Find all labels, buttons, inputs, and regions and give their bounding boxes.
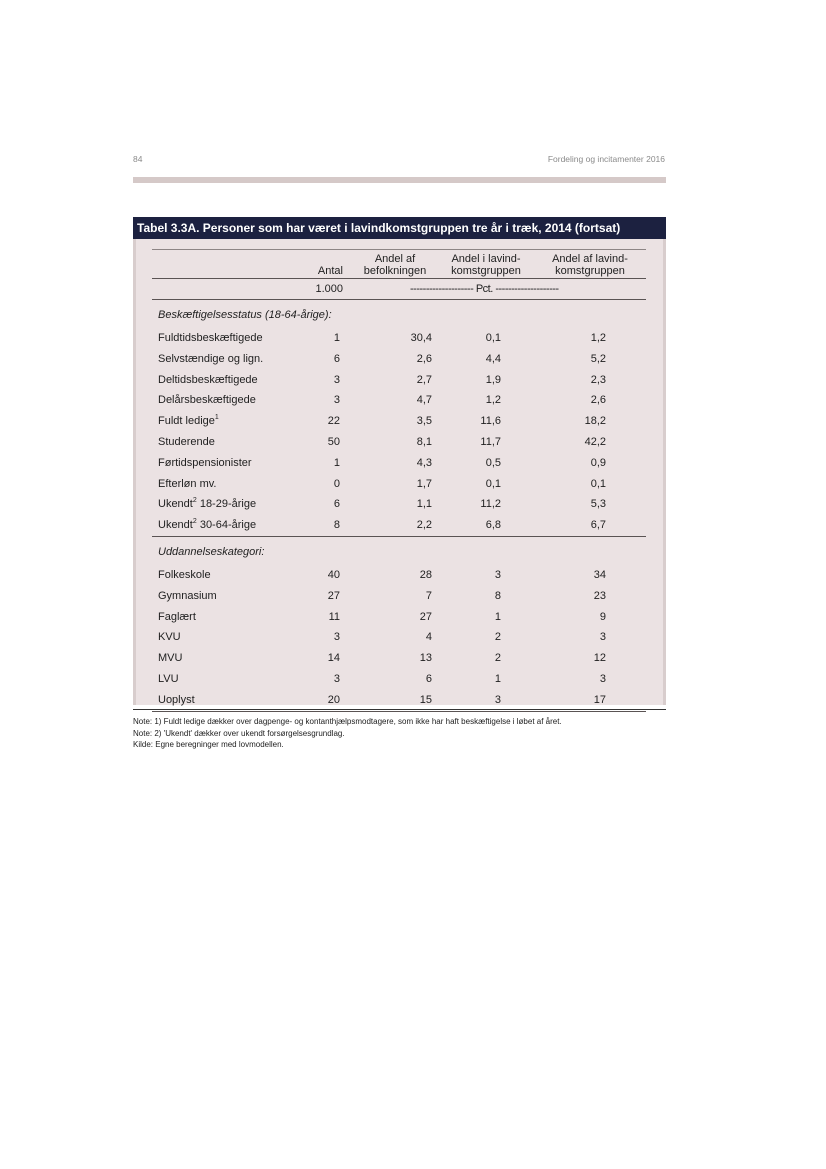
row-label	[158, 565, 211, 586]
unit-row	[152, 279, 646, 300]
footnote-marker: 2	[192, 497, 197, 505]
row-label	[158, 370, 258, 391]
cell-value: 3	[333, 631, 340, 644]
cell-value: 3	[599, 631, 606, 644]
cell-value: 13	[419, 652, 432, 665]
cell-value: 1,2	[485, 394, 501, 407]
cell-value: 22	[327, 415, 340, 428]
cell-value: 11	[328, 610, 340, 623]
footnote-marker: 2	[192, 518, 197, 526]
row-label-text: Ukendt	[158, 498, 193, 511]
col-header-line: komstgruppen	[555, 265, 625, 277]
cell-value: 4,4	[485, 352, 501, 365]
cell-value: 6	[333, 352, 340, 365]
table-row	[152, 586, 646, 607]
cell-value: 0,5	[485, 456, 501, 469]
cell-value: 15	[419, 693, 432, 706]
row-label-text: Folkeskole	[158, 568, 211, 581]
table-row	[152, 494, 646, 515]
col-header-andel-befolkning	[347, 253, 443, 277]
cell-value: 3	[333, 373, 340, 386]
cell-value: 1	[333, 456, 340, 469]
table-row	[152, 349, 646, 370]
cell-value: 3	[333, 672, 340, 685]
cell-value: 4	[425, 631, 432, 644]
row-label	[158, 515, 256, 536]
cell-value: 4,7	[416, 394, 432, 407]
cell-value: 2,7	[416, 373, 432, 386]
table-row	[152, 565, 646, 586]
row-label-suffix: 18-29-årige	[196, 498, 257, 511]
cell-value: 0,1	[590, 477, 606, 490]
table-row	[152, 607, 646, 628]
cell-value: 2,2	[416, 519, 432, 532]
cell-value: 11,2	[480, 498, 501, 511]
table-row	[152, 627, 646, 648]
col-header-line: komstgruppen	[451, 265, 521, 277]
cell-value: 1	[494, 610, 501, 623]
footnote-marker: 1	[214, 414, 219, 422]
row-label	[158, 494, 256, 515]
table-header	[152, 249, 646, 279]
cell-value: 28	[419, 568, 432, 581]
row-label	[158, 586, 217, 607]
table-title: Tabel 3.3A. Personer som har været i lavindkomstgruppen tre år i træk, 2014 (fortsat)	[133, 217, 666, 239]
row-label-text: Delårsbeskæftigede	[158, 394, 256, 407]
cell-value: 9	[599, 610, 606, 623]
cell-value: 42,2	[584, 435, 606, 448]
cell-value: 18,2	[584, 415, 606, 428]
col-header-andel-i-lavindkomst	[440, 253, 532, 277]
col-header-antal: Antal	[317, 265, 343, 277]
cell-value: 3	[494, 693, 501, 706]
data-table	[152, 249, 646, 712]
table-row	[152, 370, 646, 391]
cell-value: 1	[494, 672, 501, 685]
row-label	[158, 607, 196, 628]
running-title: Fordeling og incitamenter 2016	[547, 154, 665, 164]
cell-value: 50	[327, 435, 340, 448]
row-label	[158, 453, 252, 474]
col-header-line: befolkningen	[363, 265, 427, 277]
row-label-text: Førtidspensionister	[158, 456, 252, 469]
source-note: Kilde: Egne beregninger med lovmodellen.	[133, 740, 284, 749]
row-label-text: Selvstændige og lign.	[158, 352, 264, 365]
cell-value: 1,1	[416, 498, 432, 511]
cell-value: 30,4	[410, 332, 432, 344]
cell-value: 0,1	[485, 332, 501, 344]
row-label-text: Fuldtidsbeskæftigede	[158, 332, 263, 344]
cell-value: 2	[494, 652, 501, 665]
row-label-text: Faglært	[158, 610, 196, 623]
row-label	[158, 474, 216, 495]
cell-value: 1,9	[485, 373, 501, 386]
row-label	[158, 411, 219, 432]
row-label	[158, 627, 181, 648]
note-1: Note: 1) Fuldt ledige dækker over dagpenge- og kontanthjælpsmodtagere, som ikke har haft beskæftigelse i løbet af året.	[133, 717, 562, 726]
cell-value: 23	[593, 589, 606, 602]
row-label	[158, 328, 263, 349]
cell-value: 8	[333, 519, 340, 532]
table-row	[152, 390, 646, 411]
row-label-text: Uoplyst	[158, 693, 195, 706]
table-row	[152, 515, 646, 537]
cell-value: 27	[419, 610, 432, 623]
col-header-line: Andel i lavind-	[451, 253, 521, 265]
row-label	[158, 648, 182, 669]
cell-value: 0,9	[590, 456, 606, 469]
notes	[133, 716, 562, 751]
header-rule	[133, 177, 666, 183]
cell-value: 20	[327, 693, 340, 706]
cell-value: 11,6	[480, 415, 501, 428]
cell-value: 5,3	[590, 498, 606, 511]
table-row	[152, 648, 646, 669]
row-label-text: Ukendt	[158, 519, 193, 532]
cell-value: 12	[593, 652, 606, 665]
section-heading: Beskæftigelsesstatus (18-64-årige):	[158, 309, 332, 321]
note-2: Note: 2) 'Ukendt' dækker over ukendt forsørgelsesgrundlag.	[133, 728, 345, 738]
cell-value: 5,2	[590, 352, 606, 365]
cell-value: 6	[333, 498, 340, 511]
row-label-text: LVU	[158, 672, 179, 685]
row-label	[158, 669, 179, 690]
cell-value: 8	[494, 589, 501, 602]
cell-value: 14	[327, 652, 340, 665]
cell-value: 3	[599, 672, 606, 685]
cell-value: 2,6	[416, 352, 432, 365]
cell-value: 7	[425, 589, 432, 602]
cell-value: 34	[593, 568, 606, 581]
cell-value: 27	[327, 589, 340, 602]
col-header-andel-af-lavindkomst	[540, 253, 640, 277]
cell-value: 1	[333, 332, 340, 344]
page-number: 84	[133, 154, 143, 164]
table-body	[152, 300, 646, 712]
row-label-text: Gymnasium	[158, 589, 217, 602]
cell-value: 3	[494, 568, 501, 581]
section-heading: Uddannelseskategori:	[158, 545, 265, 558]
unit-antal: 1.000	[315, 283, 343, 295]
cell-value: 2,3	[590, 373, 606, 386]
row-label-suffix: 30-64-årige	[196, 519, 257, 532]
table-row	[152, 328, 646, 349]
row-label	[158, 432, 215, 453]
cell-value: 3	[333, 394, 340, 407]
row-label-text: KVU	[158, 631, 181, 644]
cell-value: 0,1	[485, 477, 501, 490]
row-label-text: Efterløn mv.	[158, 477, 217, 490]
table-row	[152, 432, 646, 453]
row-label-text: Studerende	[158, 435, 215, 448]
cell-value: 2	[494, 631, 501, 644]
cell-value: 4,3	[416, 456, 432, 469]
table-row	[152, 453, 646, 474]
cell-value: 6	[425, 672, 432, 685]
cell-value: 17	[593, 693, 606, 706]
cell-value: 2,6	[590, 394, 606, 407]
table-row	[152, 411, 646, 432]
cell-value: 6,7	[590, 519, 606, 532]
cell-value: 1,2	[590, 332, 606, 344]
row-label	[158, 390, 256, 411]
table-row	[152, 669, 646, 690]
row-label	[158, 690, 195, 711]
col-header-line: Andel af lavind-	[552, 253, 628, 265]
table-row	[152, 474, 646, 495]
notes-rule	[133, 709, 666, 710]
unit-pct: -------------------- Pct. --------------------	[410, 283, 559, 295]
cell-value: 11,7	[480, 435, 501, 448]
cell-value: 6,8	[485, 519, 501, 532]
row-label	[158, 349, 263, 370]
row-label-text: Deltidsbeskæftigede	[158, 373, 258, 386]
cell-value: 8,1	[416, 435, 432, 448]
col-header-line: Andel af	[374, 253, 416, 265]
cell-value: 1,7	[416, 477, 432, 490]
cell-value: 0	[333, 477, 340, 490]
row-label-text: Fuldt ledige	[158, 415, 215, 428]
row-label-text: MVU	[158, 652, 183, 665]
cell-value: 40	[327, 568, 340, 581]
cell-value: 3,5	[416, 415, 432, 428]
